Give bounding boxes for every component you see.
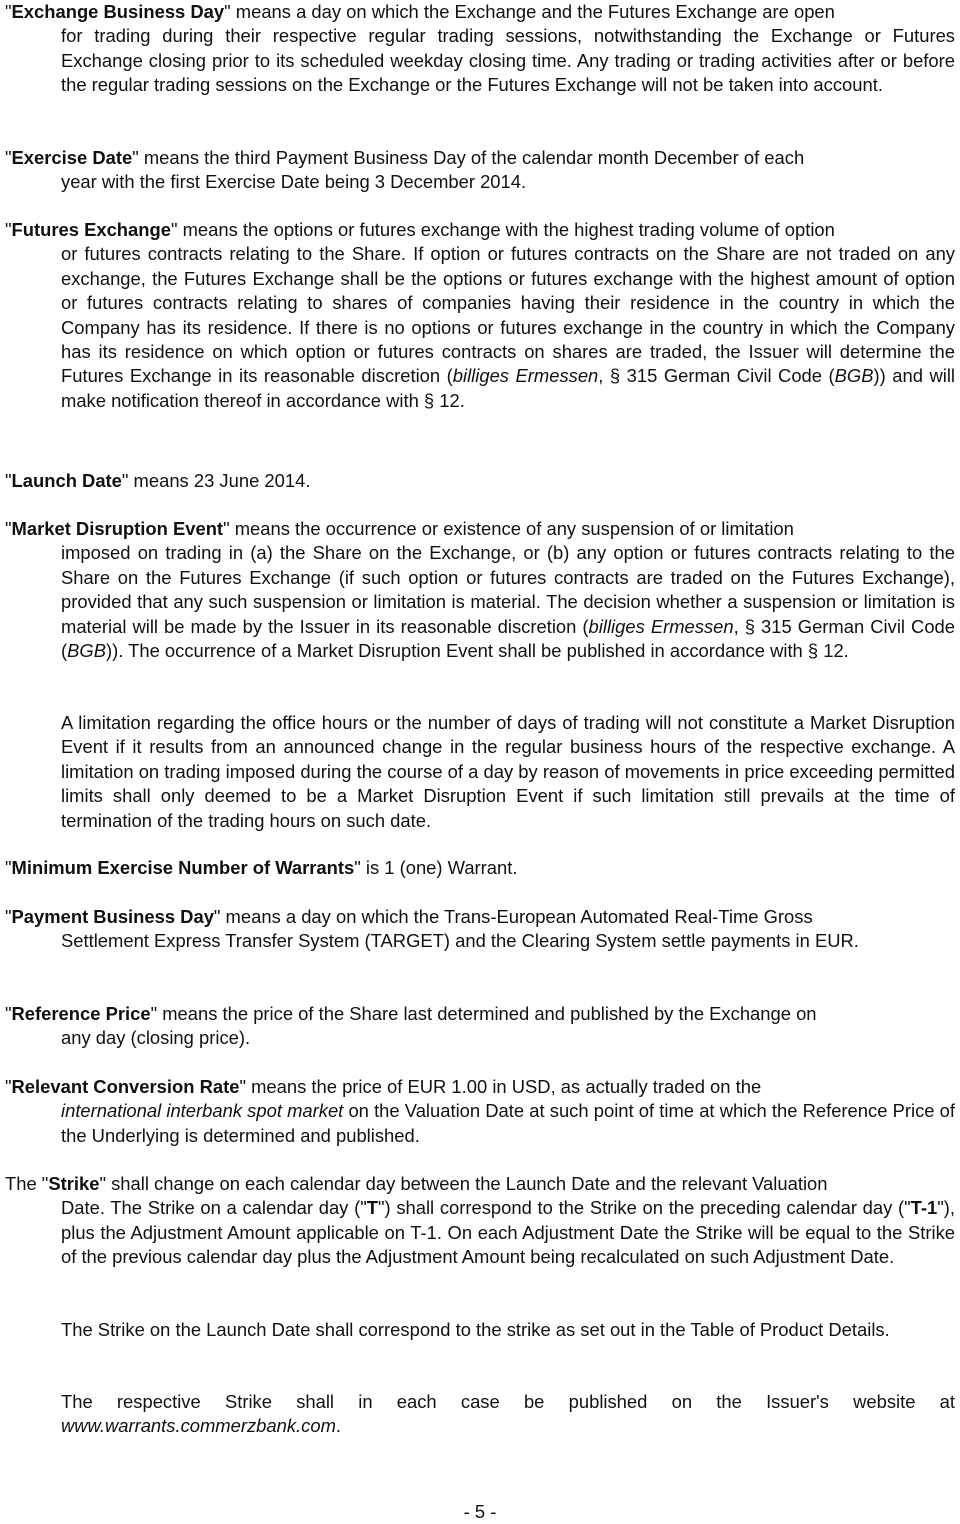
page-number: - 5 -: [463, 1501, 497, 1522]
term: Launch Date: [11, 470, 122, 491]
definition-minimum-exercise-number: "Minimum Exercise Number of Warrants" is 1 (one) Warrant.: [5, 857, 518, 878]
term: Exercise Date: [11, 147, 133, 168]
market-disruption-paragraph-2: A limitation regarding the office hours or the number of days of trading will not constitute a Market Disruption Event if it results from an announced change in the regular business hours of the respective exchange. A limitation on trading imposed during the course of a day by reason of movements in price exceeding permitted limits shall only deemed to be a Market Disruption Event if such limitation still prevails at the time of termination of the trading hours on such date.: [61, 712, 955, 831]
term: Strike: [48, 1173, 100, 1194]
definition-reference-price: "Reference Price" means the price of the Share last determined and published by the Exchange on any day (closing price).: [5, 1003, 817, 1049]
definition-strike: The "Strike" shall change on each calendar day between the Launch Date and the relevant Valuation Date. The Strike on a calendar day ("T") shall correspond to the Strike on the preceding calendar day ("T-1"), plus the Adjustment Amount applicable on T-1. On each Adjustment Date the Strike will be equal to the Strike of the previous calendar day plus the Adjustment Amount being recalculated on such Adjustment Date.: [5, 1173, 956, 1268]
definition-market-disruption-event: "Market Disruption Event" means the occurrence or existence of any suspension of or limitation imposed on trading in (a) the Share on the Exchange, or (b) any option or futures contracts relating to the Share on the Futures Exchange (if such option or futures contracts are traded on the Futures Exchange), provided that any such suspension or limitation is material. The decision whether a suspension or limitation is material will be made by the Issuer in its reasonable discretion (billiges Ermessen, § 315 German Civil Code (BGB)). The occurrence of a Market Disruption Event shall be published in accordance with § 12.: [5, 518, 956, 662]
definition-futures-exchange: "Futures Exchange" means the options or futures exchange with the highest trading volume of option or futures contracts relating to the Share. If option or futures contracts on the Share are not traded on any exchange, the Futures Exchange shall be the options or futures exchange with the highest amount of option or futures contracts relating to shares of companies having their residence in the country in which the Company has its residence. If there is no options or futures exchange in the country in which the Company has its residence on which option or futures contracts on shares are traded, the Issuer will determine the Futures Exchange in its reasonable discretion (billiges Ermessen, § 315 German Civil Code (BGB)) and will make notification thereof in accordance with § 12.: [5, 219, 955, 411]
definition-relevant-conversion-rate: "Relevant Conversion Rate" means the price of EUR 1.00 in USD, as actually traded on the international interbank spot market on the Valuation Date at such point of time at which the Reference Price of the Underlying is determined and published.: [5, 1076, 955, 1146]
strike-paragraph-3: The respective Strike shall in each case be published on the Issuer's website at www.warrants.commerzbank.com.: [61, 1391, 955, 1437]
term: Reference Price: [11, 1003, 151, 1024]
strike-paragraph-2: The Strike on the Launch Date shall correspond to the strike as set out in the Table of Product Details.: [61, 1319, 890, 1340]
term: Market Disruption Event: [11, 518, 224, 539]
term: Futures Exchange: [11, 219, 171, 240]
website-link[interactable]: www.warrants.commerzbank.com: [61, 1415, 336, 1437]
term: Relevant Conversion Rate: [11, 1076, 240, 1097]
definition-exchange-business-day: "Exchange Business Day" means a day on which the Exchange and the Futures Exchange are open for trading during their respective regular trading sessions, notwithstanding the Exchange or Futures Exchange closing prior to its scheduled weekday closing time. Any trading or trading activities after or before the regular trading sessions on the Exchange or the Futures Exchange will not be taken into account.: [5, 1, 955, 96]
term: Exchange Business Day: [11, 1, 225, 22]
term: Minimum Exercise Number of Warrants: [11, 857, 355, 878]
definition-launch-date: "Launch Date" means 23 June 2014.: [5, 470, 311, 491]
definition-payment-business-day: "Payment Business Day" means a day on which the Trans-European Automated Real-Time Gross Settlement Express Transfer System (TARGET) and the Clearing System settle payments in EUR.: [5, 906, 859, 952]
term: Payment Business Day: [11, 906, 214, 927]
definition-exercise-date: "Exercise Date" means the third Payment Business Day of the calendar month December of each year with the first Exercise Date being 3 December 2014.: [5, 147, 805, 193]
